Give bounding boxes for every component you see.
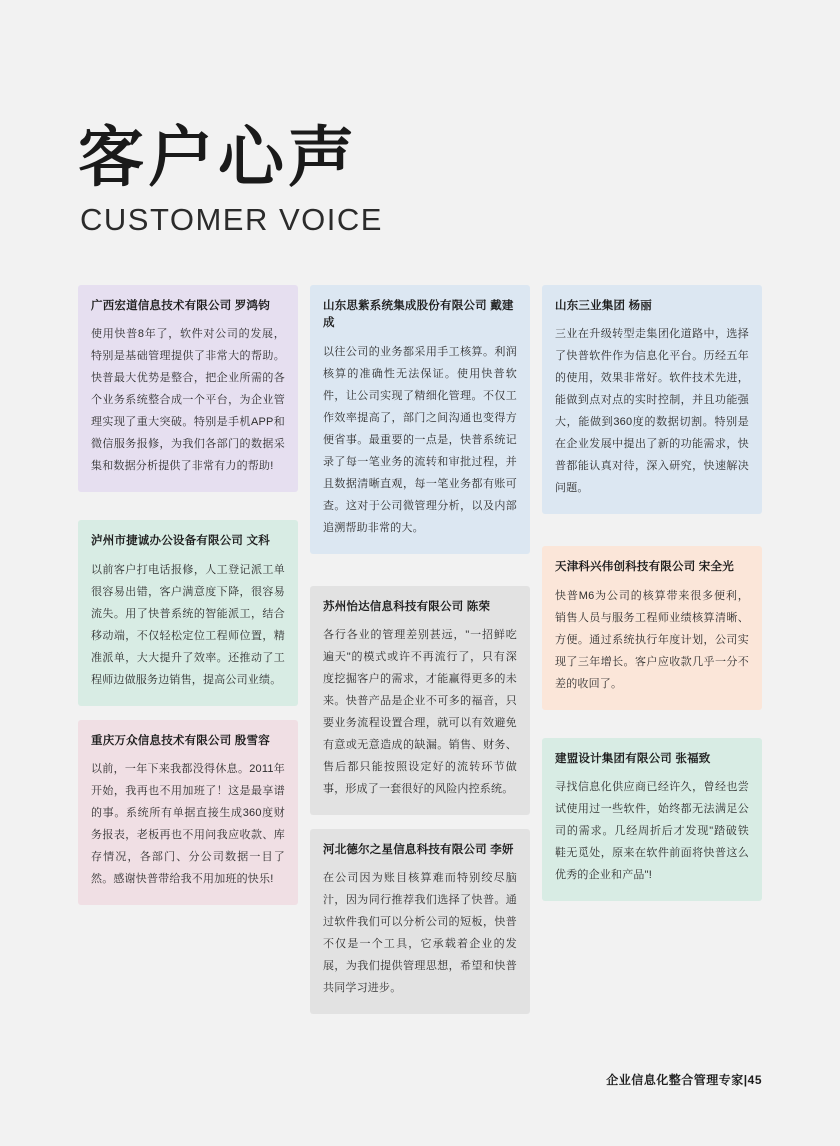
testimonial-card [542,285,762,514]
testimonial-card [310,586,530,815]
testimonial-card [78,285,298,492]
testimonial-card [78,720,298,905]
testimonial-title: 天津科兴伟创科技有限公司 宋全光 [555,561,734,574]
column-2 [310,285,530,1028]
testimonial-title: 广西宏道信息技术有限公司 罗鸿钧 [91,300,270,312]
spacer [310,568,530,586]
testimonial-title: 重庆万众信息技术有限公司 殷雪容 [91,734,270,747]
testimonial-body: 以前客户打电话报修，人工登记派工单很容易出错，客户满意度下降，很容易流失。用了快普系统的智能派工，结合移动端，不仅轻松定位工程师位置，精准派单，大大提升了效率。还推动了工程师边做服务边销售，提高公司业绩。 [91,563,285,686]
testimonial-title: 苏州怡达信息科技有限公司 陈荣 [323,600,491,613]
page-title: 客户心声 [78,119,358,196]
spacer [542,528,762,546]
testimonial-card [310,285,530,554]
testimonial-body: 以往公司的业务都采用手工核算。利润核算的准确性无法保证。使用快普软件，让公司实现了精细化管理。不仅工作效率提高了，部门之间沟通也变得方便省事。最重要的一点是，快普系统记录了每一笔业务的流转和审批过程，并且数据清晰直观，每一笔业务都有账可查。这对于公司微管理分析，以及内部追溯帮助非常的大。 [323,345,517,534]
spacer [78,506,298,520]
column-3 [542,285,762,1028]
column-1 [78,285,298,1028]
page-subtitle: CUSTOMER VOICE [80,201,383,237]
testimonial-title: 山东三业集团 杨丽 [555,300,652,312]
testimonial-title: 泸州市捷诚办公设备有限公司 文科 [91,535,270,548]
testimonial-card [542,546,762,709]
testimonial-card [542,738,762,901]
testimonial-body: 在公司因为账目核算难而特别绞尽脑汁，因为同行推荐我们选择了快普。通过软件我们可以分析公司的短板，快普不仅是一个工具，它承载着企业的发展，为我们提供管理思想，希望和快普共同学习进步。 [323,872,517,994]
testimonial-card [78,520,298,705]
page-footer: 企业信息化整合管理专家|45 [606,1073,762,1087]
testimonial-title: 河北德尔之星信息科技有限公司 李妍 [323,843,514,856]
page-header [78,120,778,238]
testimonial-body: 以前，一年下来我都没得休息。2011年开始，我再也不用加班了！这是最享谱的事。系统所有单据直接生成360度财务报表，老板再也不用问我应收款、库存情况，各部门、分公司数据一目了然。感谢快普带给我不用加班的快乐! [91,762,285,885]
testimonial-card [310,829,530,1014]
spacer [542,724,762,738]
testimonial-body: 三业在升级转型走集团化道路中，选择了快普软件作为信息化平台。历经五年的使用，效果非常好。软件技术先进，能做到点对点的实时控制，并且功能强大，能做到360度的数据切割。特别是在企业发展中提出了新的功能需求，快普都能认真对待，深入研究，快速解决问题。 [555,328,749,495]
testimonial-body: 快普M6为公司的核算带来很多便利，销售人员与服务工程师业绩核算清晰、方便。通过系统执行年度计划，公司实现了三年增长。客户应收款几乎一分不差的收回了。 [555,589,749,690]
testimonial-body: 各行各业的管理差别甚远，"一招鲜吃遍天"的模式或许不再流行了，只有深度挖掘客户的需求，才能赢得更多的未来。快普产品是企业不可多的福音，只要业务流程设置合理，就可以有效避免有意或无意造成的缺漏。销售、财务、售后都只能按照设定好的流转环节做事，形成了一套很好的风险内控系统。 [323,628,517,795]
testimonial-body: 寻找信息化供应商已经许久，曾经也尝试使用过一些软件，始终都无法满足公司的需求。几经周折后才发现"踏破铁鞋无觅处，原来在软件前面将快普这么优秀的企业和产品"! [555,780,749,881]
testimonial-columns [78,285,762,1028]
testimonial-title: 山东思紫系统集成股份有限公司 戴建成 [323,300,514,330]
testimonial-body: 使用快普8年了，软件对公司的发展，特别是基础管理提供了非常大的帮助。快普最大优势是整合，把企业所需的各个业务系统整合成一个平台，为企业管理实现了重大突破。特别是手机APP和微信服务报修，为我们各部门的数据采集和数据分析提供了非常有力的帮助! [91,328,285,473]
testimonial-title: 建盟设计集团有限公司 张福致 [555,752,711,765]
